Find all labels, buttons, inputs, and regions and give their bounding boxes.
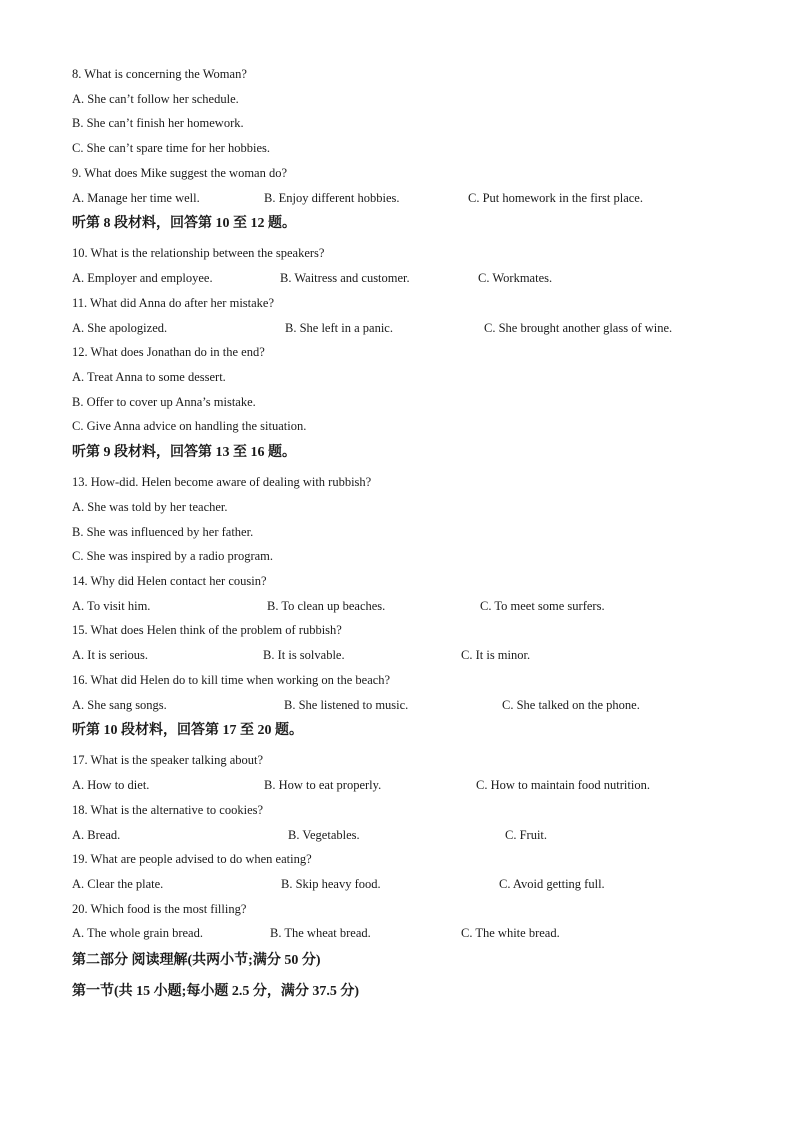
question-11: 11. What did Anna do after her mistake?: [72, 296, 275, 310]
part-two-section-one-heading: 第一节(共 15 小题;每小题 2.5 分，满分 37.5 分): [72, 984, 359, 999]
option-13c: C. She was inspired by a radio program.: [72, 549, 274, 563]
option-20a: A. The whole grain bread.: [72, 926, 203, 940]
question-20: 20. Which food is the most filling?: [72, 902, 247, 916]
section-heading-9: 听第 9 段材料，回答第 13 至 16 题。: [72, 445, 296, 460]
option-11b: B. She left in a panic.: [285, 321, 393, 335]
option-12c: C. Give Anna advice on handling the situation.: [72, 419, 307, 433]
question-13: 13. How-did. Helen become aware of dealing with rubbish?: [72, 475, 372, 489]
option-20c: C. The white bread.: [461, 926, 560, 940]
question-15: 15. What does Helen think of the problem of rubbish?: [72, 623, 342, 637]
option-9c: C. Put homework in the first place.: [468, 191, 643, 205]
option-19b: B. Skip heavy food.: [281, 877, 381, 891]
option-17b: B. How to eat properly.: [264, 778, 382, 792]
option-19a: A. Clear the plate.: [72, 877, 164, 891]
option-11a: A. She apologized.: [72, 321, 168, 335]
question-8: 8. What is concerning the Woman?: [72, 67, 247, 81]
option-10b: B. Waitress and customer.: [280, 271, 410, 285]
option-13b: B. She was influenced by her father.: [72, 525, 254, 539]
option-9a: A. Manage her time well.: [72, 191, 200, 205]
option-11c: C. She brought another glass of wine.: [484, 321, 673, 335]
option-13a: A. She was told by her teacher.: [72, 500, 228, 514]
question-9: 9. What does Mike suggest the woman do?: [72, 166, 288, 180]
question-10: 10. What is the relationship between the speakers?: [72, 246, 325, 260]
option-16a: A. She sang songs.: [72, 698, 167, 712]
option-10c: C. Workmates.: [478, 271, 553, 285]
question-16: 16. What did Helen do to kill time when working on the beach?: [72, 673, 391, 687]
option-12b: B. Offer to cover up Anna’s mistake.: [72, 395, 256, 409]
part-two-heading: 第二部分 阅读理解(共两小节;满分 50 分): [72, 953, 321, 968]
question-12: 12. What does Jonathan do in the end?: [72, 345, 265, 359]
option-14a: A. To visit him.: [72, 599, 151, 613]
section-heading-10: 听第 10 段材料，回答第 17 至 20 题。: [72, 723, 303, 738]
option-18a: A. Bread.: [72, 828, 121, 842]
option-17a: A. How to diet.: [72, 778, 150, 792]
section-heading-8: 听第 8 段材料，回答第 10 至 12 题。: [72, 216, 296, 231]
option-8b: B. She can’t finish her homework.: [72, 116, 244, 130]
option-10a: A. Employer and employee.: [72, 271, 213, 285]
option-19c: C. Avoid getting full.: [499, 877, 605, 891]
option-16b: B. She listened to music.: [284, 698, 409, 712]
option-14b: B. To clean up beaches.: [267, 599, 386, 613]
question-18: 18. What is the alternative to cookies?: [72, 803, 264, 817]
question-14: 14. Why did Helen contact her cousin?: [72, 574, 267, 588]
option-8c: C. She can’t spare time for her hobbies.: [72, 141, 270, 155]
option-12a: A. Treat Anna to some dessert.: [72, 370, 226, 384]
option-16c: C. She talked on the phone.: [502, 698, 640, 712]
option-15c: C. It is minor.: [461, 648, 531, 662]
option-8a: A. She can’t follow her schedule.: [72, 92, 239, 106]
question-19: 19. What are people advised to do when eating?: [72, 852, 312, 866]
option-9b: B. Enjoy different hobbies.: [264, 191, 400, 205]
option-17c: C. How to maintain food nutrition.: [476, 778, 650, 792]
option-18b: B. Vegetables.: [288, 828, 360, 842]
option-18c: C. Fruit.: [505, 828, 548, 842]
option-15a: A. It is serious.: [72, 648, 149, 662]
option-15b: B. It is solvable.: [263, 648, 345, 662]
option-20b: B. The wheat bread.: [270, 926, 371, 940]
option-14c: C. To meet some surfers.: [480, 599, 605, 613]
question-17: 17. What is the speaker talking about?: [72, 753, 264, 767]
